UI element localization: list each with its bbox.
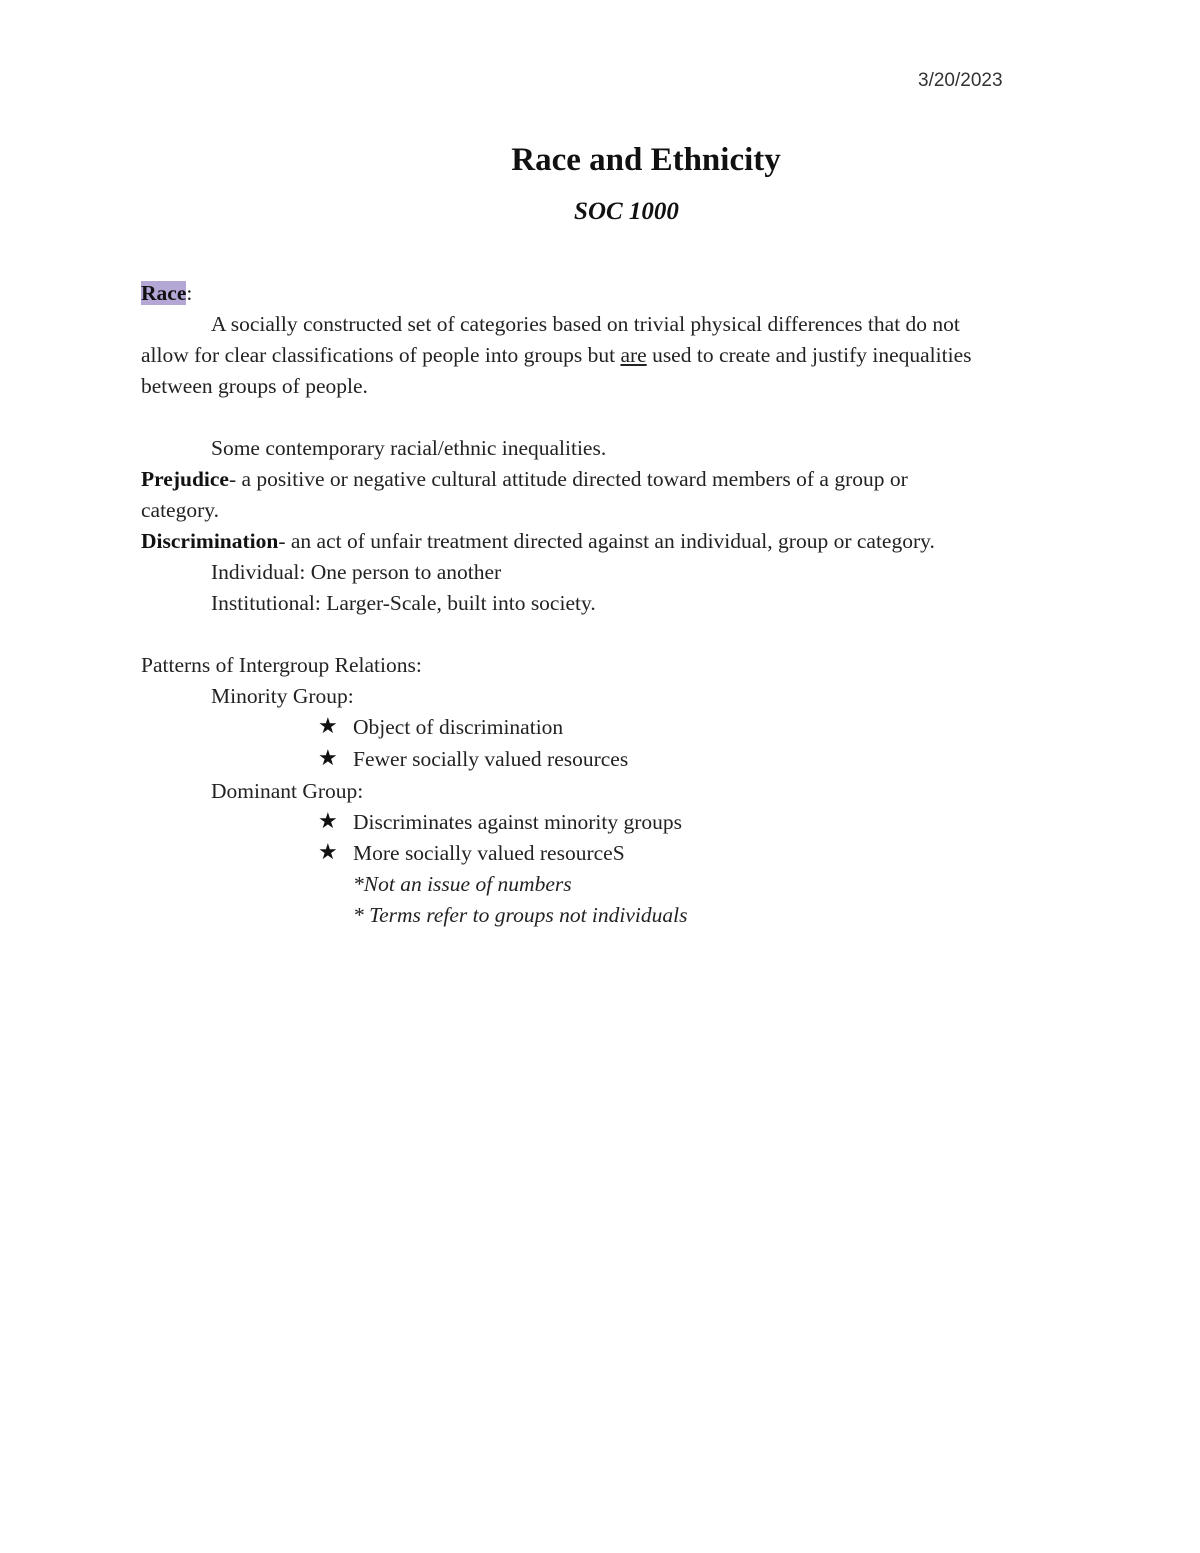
race-colon: :: [186, 281, 193, 305]
date-label: 3/20/2023: [918, 70, 1003, 91]
prejudice-definition: - a positive or negative cultural attitude directed toward members of a group or: [228, 467, 908, 491]
underlined-word: are: [620, 343, 647, 367]
race-definition-line-1: A socially constructed set of categories based on trivial physical differences that do not: [211, 312, 960, 336]
star-bullet-icon: ★: [318, 809, 338, 834]
patterns-heading: Patterns of Intergroup Relations:: [141, 653, 422, 677]
discrimination-definition: [141, 526, 935, 557]
prejudice-definition-line-1: [141, 464, 908, 495]
race-definition-line-2: [141, 340, 971, 371]
dominant-group-label: Dominant Group:: [211, 779, 364, 803]
race-definition-line-3: between groups of people.: [141, 374, 368, 398]
race-definition-text: used to create and justify inequalities: [646, 343, 972, 367]
discrimination-text: - an act of unfair treatment directed against an individual, group or category.: [278, 529, 935, 553]
race-definition-text: allow for clear classifications of people into groups but: [141, 343, 621, 367]
note-groups: * Terms refer to groups not individuals: [353, 903, 688, 927]
individual-discrimination: Individual: One person to another: [211, 560, 502, 584]
dominant-item-1: Discriminates against minority groups: [353, 810, 683, 834]
discrimination-term: Discrimination: [141, 529, 279, 553]
star-bullet-icon: ★: [318, 746, 338, 771]
minority-item-2: Fewer socially valued resources: [353, 747, 629, 771]
inequalities-line: Some contemporary racial/ethnic inequalities.: [211, 436, 607, 460]
document-subtitle: SOC 1000: [574, 198, 679, 225]
star-bullet-icon: ★: [318, 840, 338, 865]
institutional-discrimination: Institutional: Larger-Scale, built into society.: [211, 591, 596, 615]
note-numbers: *Not an issue of numbers: [353, 872, 572, 896]
prejudice-definition-line-2: category.: [141, 498, 219, 522]
dominant-item-2: More socially valued resourceS: [353, 841, 625, 865]
race-heading: [141, 278, 192, 309]
minority-item-1: Object of discrimination: [353, 715, 564, 739]
document-title: Race and Ethnicity: [511, 142, 781, 178]
prejudice-term: Prejudice: [141, 467, 229, 491]
minority-group-label: Minority Group:: [211, 684, 354, 708]
race-term: Race: [141, 281, 187, 305]
star-bullet-icon: ★: [318, 714, 338, 739]
